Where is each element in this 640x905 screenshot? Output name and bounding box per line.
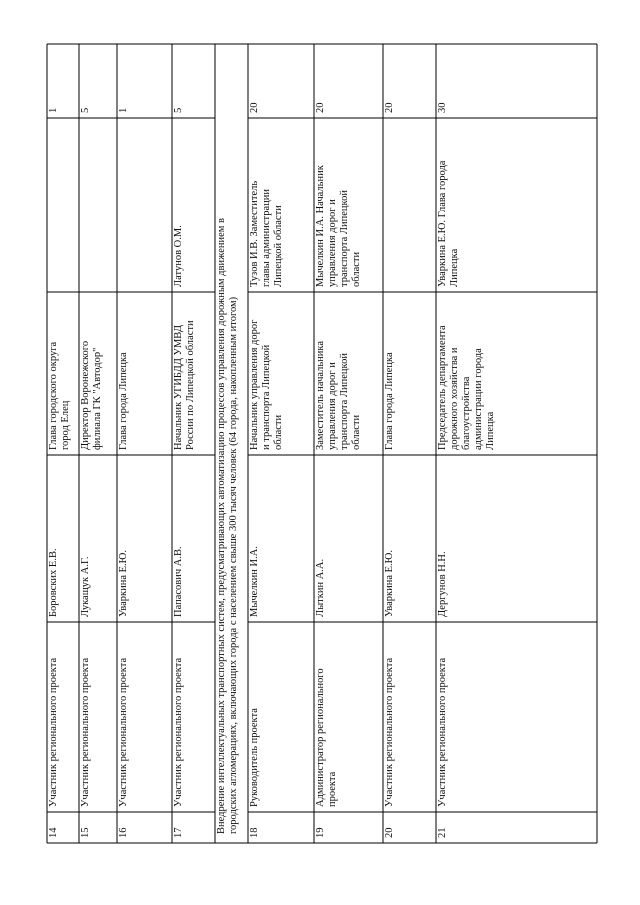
cell-share [48, 108, 59, 113]
cell-supervisor-line: области [351, 251, 362, 287]
cell-name [384, 550, 395, 617]
table-texts [48, 103, 496, 839]
cell-role [173, 658, 184, 807]
row-number [315, 828, 326, 839]
cell-position-line: и транспорта Липецкой [261, 344, 272, 450]
cell-position-line: Заместитель начальника [315, 340, 326, 450]
cell-position-line: России по Липецкой области [185, 320, 196, 450]
section-title-line: Внедрение интеллектуальных транспортных систем, предусматривающих автоматизацию процессов управления дорожным движением в [216, 217, 227, 834]
row-number [118, 828, 129, 839]
cell-name [118, 550, 129, 617]
cell-share [384, 103, 395, 114]
cell-share-line: 30 [437, 102, 448, 113]
cell-role-line: Участник регионального проекта [173, 657, 184, 807]
cell-role-line: Участник регионального проекта [80, 657, 91, 807]
cell-role-line: Участник регионального проекта [48, 657, 59, 807]
cell-name-line: Уваркина Е.Ю. [384, 549, 395, 617]
cell-share-line: 20 [249, 102, 260, 113]
cell-share [437, 103, 448, 114]
cell-position-line: Глава города Липецка [384, 352, 395, 450]
cell-role [118, 658, 129, 807]
cell-role [48, 658, 59, 807]
cell-supervisor-line: Уваркина Е.Ю. Глава города [437, 160, 448, 287]
row-number-line: 21 [437, 827, 448, 838]
cell-share [315, 103, 326, 114]
cell-name-line: Мычелкин И.А. [249, 546, 260, 617]
section-title-line: городских агломерациях, включающих города с населением свыше 300 тысяч человек (64 города, накопленным итогом) [228, 296, 239, 834]
cell-share-line: 1 [48, 107, 59, 113]
row-number [437, 828, 448, 839]
row-number [80, 828, 91, 839]
cell-supervisor [173, 225, 184, 287]
cell-name [249, 546, 260, 617]
cell-share-line: 1 [118, 107, 129, 113]
cell-position [315, 341, 362, 450]
cell-position [118, 352, 129, 450]
cell-position-line: транспорта Липецкой [339, 353, 350, 450]
cell-position [173, 320, 196, 450]
cell-role-line: Руководитель проекта [249, 708, 260, 807]
cell-role [249, 708, 260, 807]
row-number [173, 828, 184, 839]
cell-supervisor-line: транспорта Липецкой [339, 190, 350, 287]
cell-position-line: Глава города Липецка [118, 352, 129, 450]
cell-role-line: проекта [327, 771, 338, 807]
cell-share [173, 108, 184, 113]
cell-position-line: администрации города [473, 348, 484, 450]
cell-name-line: Дергунов Н.Н. [437, 551, 448, 617]
cell-supervisor [249, 181, 284, 287]
cell-position-line: Председатель департамента [437, 325, 448, 450]
cell-share-line: 20 [384, 102, 395, 113]
cell-position-line: области [351, 414, 362, 450]
cell-position [437, 325, 496, 450]
cell-name [80, 557, 91, 618]
cell-name-line: Лукащук А.Г. [80, 556, 91, 617]
cell-position [384, 352, 395, 450]
cell-position-line: дорожного хозяйства и [449, 347, 460, 450]
cell-name-line: Лыткин А.А. [315, 558, 326, 617]
cell-share-line: 20 [315, 102, 326, 113]
cell-share-line: 5 [173, 107, 184, 113]
cell-name-line: Боровских Е.В. [48, 548, 59, 617]
row-number-line: 18 [249, 827, 260, 838]
cell-role [384, 658, 395, 807]
cell-role-line: Администратор регионального [315, 668, 326, 807]
cell-role-line: Участник регионального проекта [384, 657, 395, 807]
cell-name [48, 548, 59, 617]
cell-position-line: филиала ГК "Автодор" [92, 347, 103, 450]
cell-position-line: Начальник УГИБДД УМВД [173, 324, 184, 450]
cell-share [249, 103, 260, 114]
cell-name [437, 551, 448, 617]
cell-name-line: Уваркина Е.Ю. [118, 549, 129, 617]
cell-role [80, 658, 91, 807]
cell-position-line: благоустройства [461, 376, 472, 450]
cell-supervisor [437, 160, 460, 287]
cell-share [118, 108, 129, 113]
cell-position-line: Начальник управления дорог [249, 319, 260, 450]
cell-position [249, 319, 284, 450]
cell-supervisor-line: главы администрации [261, 189, 272, 287]
row-number [384, 828, 395, 839]
cell-position-line: Директор Воронежского [80, 340, 91, 450]
cell-name [315, 559, 326, 617]
row-number-line: 15 [80, 827, 91, 838]
cell-share [80, 108, 91, 113]
cell-role [437, 658, 448, 807]
row-number [48, 827, 59, 838]
cell-supervisor-line: управления дорог и [327, 199, 338, 287]
cell-supervisor-line: Латунов О.М. [173, 225, 184, 287]
cell-role [315, 668, 338, 807]
section-title [216, 218, 239, 834]
cell-supervisor-line: Липецка [449, 248, 460, 287]
row-number-line: 19 [315, 827, 326, 838]
row-number-line: 20 [384, 827, 395, 838]
cell-role-line: Участник регионального проекта [437, 657, 448, 807]
row-number-line: 17 [173, 827, 184, 838]
cell-share-line: 5 [80, 107, 91, 113]
cell-name-line: Папасович А.В. [173, 546, 184, 617]
row-number-line: 14 [48, 827, 59, 838]
cell-position-line: город Елец [60, 400, 71, 450]
cell-position [48, 341, 71, 450]
row-number-line: 16 [118, 827, 129, 838]
cell-position-line: области [273, 414, 284, 450]
cell-supervisor-line: Тузов И.В. Заместитель [249, 180, 260, 287]
cell-position-line: управления дорог и [327, 362, 338, 450]
row-number [249, 828, 260, 839]
cell-name [173, 546, 184, 617]
cell-supervisor-line: Липецкой области [273, 205, 284, 287]
cell-role-line: Участник регионального проекта [118, 657, 129, 807]
cell-position-line: Липецка [485, 411, 496, 450]
cell-supervisor-line: Мычелкин И.А. Начальник [315, 165, 326, 287]
cell-position [80, 341, 103, 450]
cell-supervisor [315, 164, 362, 287]
cell-position-line: Глава городского округа [48, 341, 59, 450]
